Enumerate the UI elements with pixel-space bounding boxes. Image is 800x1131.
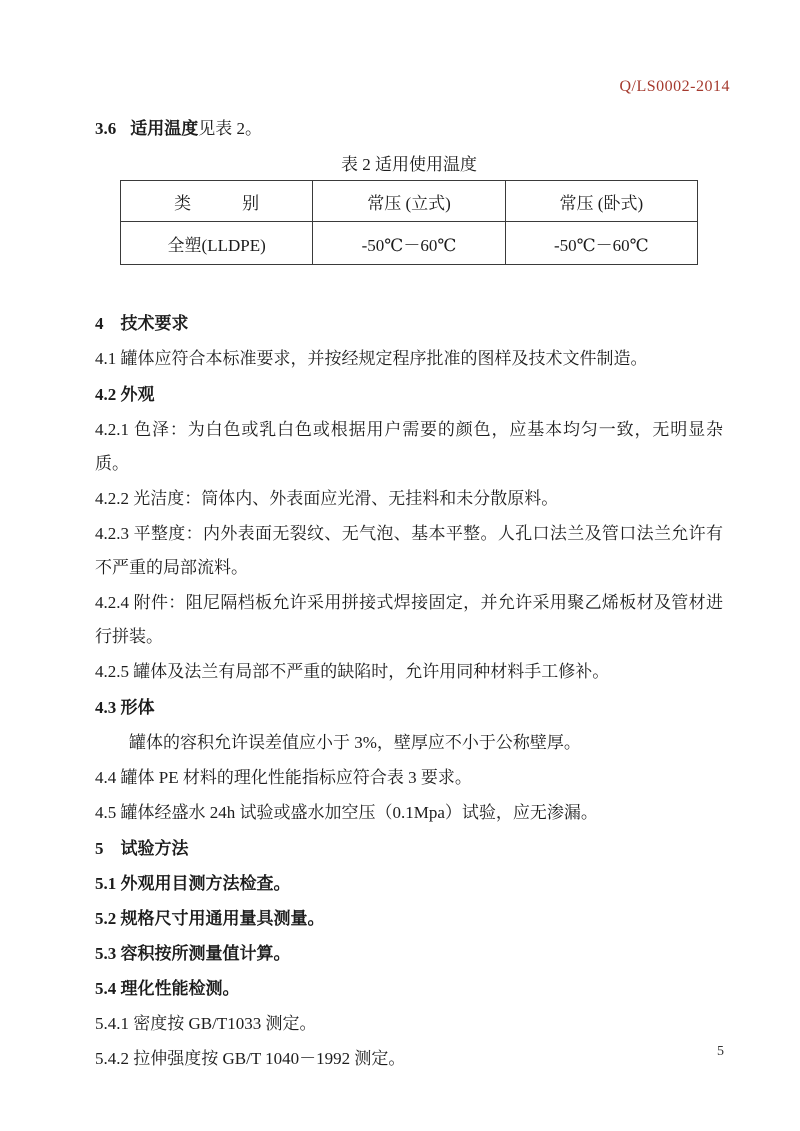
document-code: Q/LS0002-2014 bbox=[619, 78, 730, 95]
clause-4-2-heading: 4.2 外观 bbox=[95, 385, 155, 404]
clause-4-2-5: 4.2.5 罐体及法兰有局部不严重的缺陷时，允许用同种材料手工修补。 bbox=[95, 662, 610, 681]
clause-5-1: 5.1 外观用目测方法检查。 bbox=[95, 874, 291, 893]
clause-3-6 bbox=[95, 112, 723, 146]
clause-5-4-2: 5.4.2 拉伸强度按 GB/T 1040－1992 测定。 bbox=[95, 1049, 406, 1068]
clause-4-3-heading: 4.3 形体 bbox=[95, 698, 155, 717]
clause-4-2-1: 4.2.1 色泽：为白色或乳白色或根据用户需要的颜色，应基本均匀一致，无明显杂质。 bbox=[95, 420, 723, 473]
table-2-header-cell: 常压 (卧式) bbox=[505, 181, 697, 222]
clause-4-3-text: 罐体的容积允许误差值应小于 3%，壁厚应不小于公称壁厚。 bbox=[129, 733, 581, 752]
clause-3-6-text: 见表 2。 bbox=[198, 119, 262, 138]
clause-4-2-4: 4.2.4 附件：阻尼隔档板允许采用拼接式焊接固定，并允许采用聚乙烯板材及管材进行拼装。 bbox=[95, 593, 723, 646]
table-2-cell: 全塑(LLDPE) bbox=[121, 222, 313, 265]
table-2-cell: -50℃－60℃ bbox=[505, 222, 697, 265]
clause-4-1: 4.1 罐体应符合本标准要求，并按经规定程序批准的图样及技术文件制造。 bbox=[95, 349, 648, 368]
section-5-heading: 5 试验方法 bbox=[95, 839, 189, 858]
clause-3-6-number: 3.6 bbox=[95, 119, 117, 138]
clause-4-4: 4.4 罐体 PE 材料的理化性能指标应符合表 3 要求。 bbox=[95, 768, 472, 787]
table-2-cell: -50℃－60℃ bbox=[313, 222, 505, 265]
clause-3-6-title: 适用温度 bbox=[130, 119, 199, 138]
table-2-title: 表 2 适用使用温度 bbox=[341, 155, 477, 174]
table-2-header-row bbox=[121, 181, 698, 222]
table-2-data-row bbox=[121, 222, 698, 265]
clause-5-3: 5.3 容积按所测量值计算。 bbox=[95, 944, 291, 963]
page-number: 5 bbox=[717, 1044, 724, 1059]
table-2 bbox=[120, 180, 698, 265]
table-2-header-cell: 常压 (立式) bbox=[313, 181, 505, 222]
table-2-header-cell: 类 别 bbox=[121, 181, 313, 222]
clause-5-4-1: 5.4.1 密度按 GB/T1033 测定。 bbox=[95, 1014, 317, 1033]
document-body bbox=[95, 112, 723, 1077]
clause-5-4: 5.4 理化性能检测。 bbox=[95, 979, 240, 998]
section-4-heading: 4 技术要求 bbox=[95, 314, 189, 333]
clause-4-2-2: 4.2.2 光洁度：筒体内、外表面应光滑、无挂料和未分散原料。 bbox=[95, 489, 559, 508]
clause-4-2-3: 4.2.3 平整度：内外表面无裂纹、无气泡、基本平整。人孔口法兰及管口法兰允许有不严重的局部流料。 bbox=[95, 524, 723, 577]
clause-4-5: 4.5 罐体经盛水 24h 试验或盛水加空压（0.1Mpa）试验，应无渗漏。 bbox=[95, 803, 598, 822]
clause-5-2: 5.2 规格尺寸用通用量具测量。 bbox=[95, 909, 325, 928]
